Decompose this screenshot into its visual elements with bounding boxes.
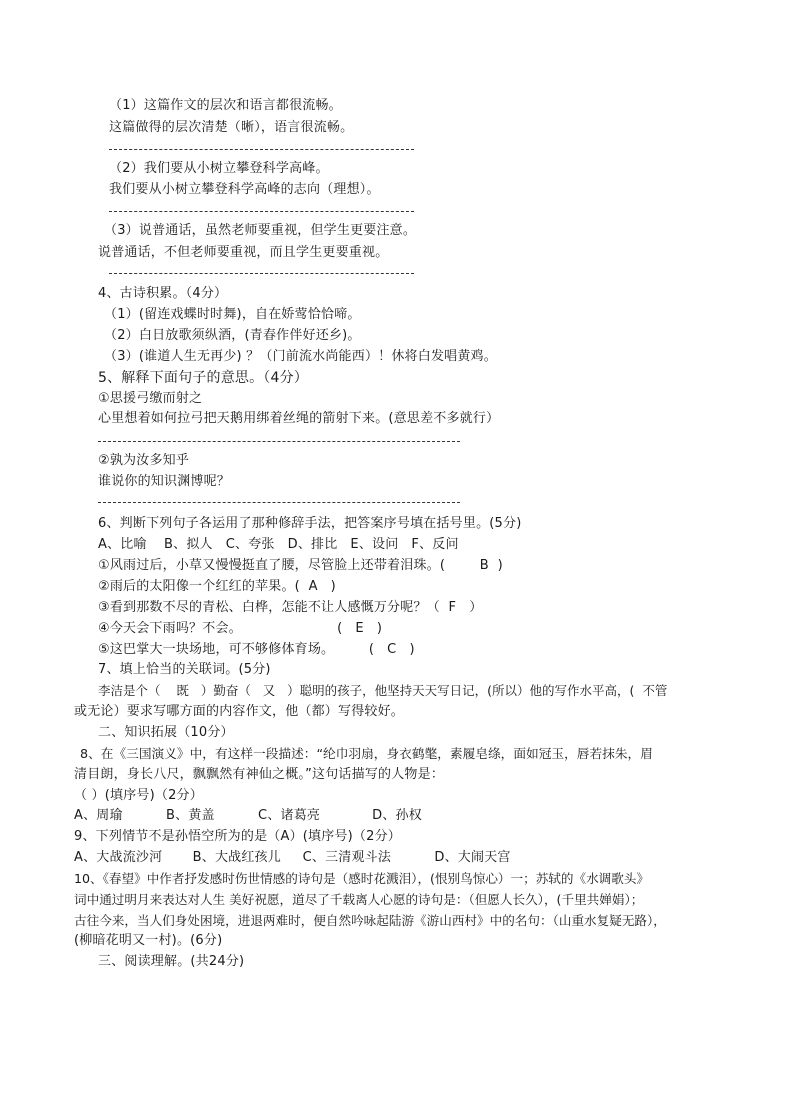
question-9-title: 9、下列情节不是孙悟空所为的是（A）(填序号)（2分） (74, 829, 401, 844)
question-10-text-line-3: 古往今来，当人们身处困境，进退两难时，便自然吟咏起陆游《游山西村》中的名句：（山重水复疑无路）， (74, 913, 666, 928)
question-6-options: A、比喻 B、拟人 C、夸张 D、排比 E、设问 F、反问 (98, 537, 459, 552)
question-5-answer-2: 谁说你的知识渊博呢？ (98, 474, 231, 489)
question-6-title: 6、判断下列句子各运用了那种修辞手法，把答案序号填在括号里。(5分) (98, 516, 522, 531)
question-4-item-1: （1）(留连戏蝶时时舞)，自在娇莺恰恰啼。 (104, 307, 361, 322)
question-6-item-3: ③看到那数不尽的青松、白桦，怎能不让人感慨万分呢？（ F ） (98, 600, 483, 615)
item-3-1-question: （1）这篇作文的层次和语言都很流畅。 (109, 98, 342, 113)
section-2-title: 二、知识拓展（10分） (98, 725, 234, 740)
question-7-answer-line-1: 李洁是个（ 既 ）勤奋（ 又 ）聪明的孩子，他坚持天天写日记，(所以）他的写作水平高，( 不管 (98, 683, 668, 698)
answer-blank-line (98, 502, 460, 503)
question-10-text-line-2: 词中通过明月来表达对人生 美好祝愿，道尽了千载离人心愿的诗句是：（但愿人长久），(千里共婵娟）； (74, 892, 644, 907)
question-6-item-1: ①风雨过后，小草又慢慢挺直了腰，尽管脸上还带着泪珠。( B ) (98, 558, 503, 573)
question-5-sentence-2: ②孰为汝多知乎 (98, 453, 190, 468)
question-5-sentence-1: ①思援弓缴而射之 (98, 391, 203, 406)
question-7-title: 7、填上恰当的关联词。(5分) (98, 662, 271, 677)
question-6-item-2: ②雨后的太阳像一个红红的苹果。( A ) (98, 579, 336, 594)
answer-blank-line (109, 149, 414, 150)
question-4-title: 4、古诗积累。（4分） (98, 286, 228, 301)
item-3-2-question: （2）我们要从小树立攀登科学高峰。 (109, 161, 329, 176)
answer-blank-line (109, 273, 414, 274)
question-4-item-2: （2）白日放歌须纵酒，(青春作伴好还乡)。 (104, 328, 361, 343)
question-4-item-3: （3）(谁道人生无再少) ？（门前流水尚能西）！休将白发唱黄鸡。 (104, 349, 497, 364)
question-10-text-line-4: (柳暗花明又一村)。(6分) (74, 933, 223, 948)
question-8-options: A、周瑜 B、黄盖 C、诸葛亮 D、孙权 (74, 808, 422, 823)
question-6-item-5: ⑤这巴掌大一块场地，可不够修体育场。 ( C ) (98, 642, 415, 657)
answer-blank-line (98, 441, 460, 442)
question-6-item-4: ④今天会下雨吗？不会。 ( E ) (98, 621, 383, 636)
question-5-answer-1: 心里想着如何拉弓把天鹅用绑着丝绳的箭射下来。(意思差不多就行） (98, 411, 500, 426)
question-8-answer-blank: （ ）(填序号)（2分） (74, 788, 203, 803)
question-8-text-line-1: 8、在《三国演义》中，有这样一段描述：“纶巾羽扇，身衣鹤氅，素履皂绦，面如冠玉，唇若抹朱，眉 (80, 746, 653, 761)
question-5-title: 5、解释下面句子的意思。（4分） (98, 370, 309, 386)
question-9-options: A、大战流沙河 B、大战红孩儿 C、三清观斗法 D、大闹天宫 (74, 850, 511, 865)
answer-blank-line (109, 211, 414, 212)
question-7-answer-line-2: 或无论）要求写哪方面的内容作文，他（都）写得较好。 (74, 704, 405, 719)
question-10-text-line-1: 10、《春望》中作者抒发感时伤世情感的诗句是（感时花溅泪），(恨别鸟惊心）一；苏轼的《水调歌头》 (74, 871, 650, 886)
item-3-3-question: （3）说普通话，虽然老师要重视，但学生更要注意。 (104, 223, 417, 238)
item-3-2-answer: 我们要从小树立攀登科学高峰的志向（理想）。 (109, 182, 380, 197)
item-3-3-answer: 说普通话，不但老师要重视，而且学生更要重视。 (98, 245, 389, 260)
section-3-title: 三、阅读理解。(共24分) (98, 954, 245, 969)
question-8-text-line-2: 清目朗，身长八尺，飘飘然有神仙之概。”这句话描写的人物是： (74, 767, 445, 782)
item-3-1-answer: 这篇做得的层次清楚（晰），语言很流畅。 (109, 120, 354, 135)
